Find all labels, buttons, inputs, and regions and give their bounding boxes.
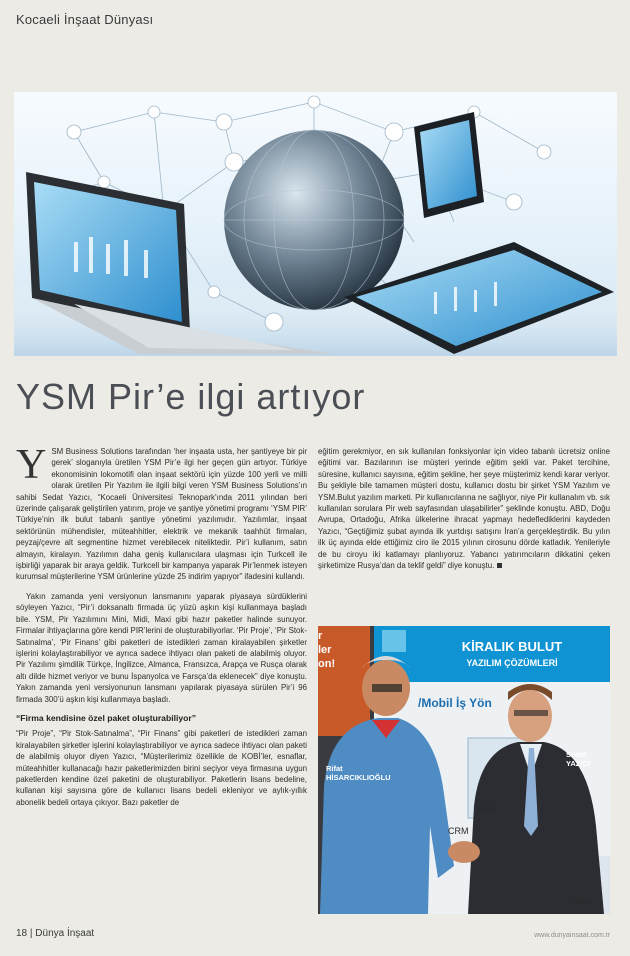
network-devices-illustration (14, 92, 617, 356)
banner-subtitle: YAZILIM ÇÖZÜMLERİ (466, 658, 558, 668)
caption-right-name: Sedat (566, 750, 587, 759)
page-number: 18 (16, 928, 28, 939)
running-head: Kocaeli İnşaat Dünyası (16, 12, 154, 27)
body-paragraph: Yakın zamanda yeni versiyonun lansmanını yaparak piyasaya sürdüklerini söyleyen Yazıcı, “Pir’i doksanaltı firmada üç yüzü aşkın kişi kullanmaya başladı bile. YSM, Pir Yazılımını Mini, Midi, Maxi gibi hazır paketler halinde sunuyor. Firmalar ihtiyaçlarına göre kendi PIR’lerini de oluşturabiliyorlar. ‘Pir Proje’, ‘Pir Stok-Satınalma’, ‘Pir Finans’ gibi paketleri de istedikleri zaman kiralayabilen şirketler işlerini kolaylaştırabiliyor ve ayrıca sadece ihtiyacı olan paketi de alabilmiş oluyor. Pir Yazılımı şimdilik Türkçe, İngilizce, Almanca, Fransızca, Arapça ve Rusça olarak altı dilde hizmet veriyor ve bunu İspanyolca ve Farsça’da eklenecek” diye konuştu. Yakın zamanda yeni versiyonunun lansmanı yapılarak piyasaya sürülen Pir’i 96 firmada 300’ü aşkın kişi kullanmaya başladı. (16, 591, 307, 704)
caption-left-name: Rifat (326, 764, 343, 773)
caption-right-surname: YAZICI (566, 759, 590, 768)
event-photo (318, 626, 610, 914)
banner-line: /Mobil İş Yön (418, 696, 492, 710)
subheading: “Firma kendisine özel paket oluşturabiliyor” (16, 712, 197, 723)
lead-paragraph (16, 446, 307, 583)
website-url[interactable]: www.dunyainsaat.com.tr (534, 932, 610, 939)
banner-title: KİRALIK BULUT (461, 639, 563, 654)
photo-scene (318, 626, 610, 914)
caption-left-surname: HİSARCIKLIOĞLU (326, 773, 391, 782)
screen-label-dahe: dahe (570, 896, 591, 906)
dropcap: Y (16, 446, 47, 488)
hero-illustration (14, 92, 617, 356)
article-column-left (16, 446, 307, 916)
end-mark-icon (497, 563, 502, 568)
body-paragraph-right-text: eğitim gerekmiyor, en sık kullanılan fonksiyonlar için video tabanlı ücretsiz online eğitimi var. Bazılarının ise müşteri yerinde eğitim şekli var. Paket tercihine, süresine, kullanıcı sayısına, eğitim şekline, her şeye müşterimiz kendi karar veriyor. Bu şekliyle bile tamamen müşteri dostu, kullanıcı dostu bir şirket YSM Yazılım ve YSM.Bulut yazılım marketi. Pir kullanıcılarına ne sağlıyor, niye Pir kullanalım vb. sık kullanılan sorulara Pir web sayfasından ulaşabilirler” şeklinde konuştu. ABD, Doğu Avrupa, Ortadoğu, Afrika ülkelerine ihracat yapmayı hedeflediklerini kaydeden Yazıcı, “Geçtiğimiz şubat ayında ilk yurtdışı satışını İran’a gerçekleştirdik. Bu yılın ilk üç ayında elde ettiğimiz ciro ile 2015 yılının cirosunu dörde katladık. Yenileriyle de bu ciroyu iki katlamayı planlıyoruz. Yabancı yatırımcıların dikkatini çeken şirketimize Rusya’dan da teklif geldi” diye konuştu. (318, 447, 610, 571)
article-title: YSM Pir’e ilgi artıyor (16, 376, 366, 417)
handshake (448, 841, 480, 863)
lead-paragraph-text: SM Business Solutions tarafından ‘her inşaata usta, her şantiyeye bir pir gerek’ sloganıyla üretilen YSM Pir’e ilgi her geçen gün artıyor. Türkiye ekonomisinin lokomotifi olan inşaat sektörü için yüzde 100 yerli ve milli olarak üretilen Pir Yazılım ile ilgili bilgi veren YSM Business Solutions’ın sahibi Sedat Yazıcı, “Kocaeli Üniversitesi Teknopark’ında 2011 yılından beri üzerinde çalışarak geliştirilen yatırım, proje ve şantiye yönetimi programı ‘YSM PIR’ Türkiye’nin ilk bulut tabanlı şantiye yönetimi yazılımıdır. Yazılımlar, inşaat sektörünün mühendisler, müteahhitler, elektrik ve mekanik taahhüt firmaları, peyzaj/çevre alt segmentine hizmet verebilecek niteliktedir. Pir’i kullanım, satın almayın, kiralayın. Yazılımın daha geniş kullanıcılara ulaşması için Turkcell ile işbirliği yaparak bir araya geldik. Turkcell bir kampanya yaparak Pir’lenmek isteyen kurumsal müşterilerine YSM ürünlerine yüzde 25 indirim yapıyor” ifadesini kullandı. (16, 447, 307, 582)
left-edge-text-1: r (318, 630, 323, 642)
screen-label-crm: CRM (448, 826, 469, 836)
screen-label-stok: Stok (478, 804, 497, 814)
body-paragraph-sub: “Pir Proje”, “Pir Stok-Satınalma”, “Pir Finans” gibi paketleri de istedikleri zaman kiralayabilen şirketler işlerini kolaylaştırabiliyor ve ayrıca sadece ihtiyacı olan paketi de alabilmiş oluyor diyen Yazıcı, “Müşterilerimiz özellikle de KOBİ’ler, esnaflar, müteahhitler kullanacağı hazır paketlerimizden birini seçiyor veya firmasına uygun paketlerden kendine özel paketini de oluşturabiliyor. Paketlerin lisans bedeline, kullanan kişi sayısına göre de kullanıcı lisans bedeli ekleniyor ve aylık-yıllık abonelik bedeli ortaya çıkıyor. Bazı paketler de (16, 729, 307, 807)
body-paragraph-right (318, 446, 610, 571)
banner-header (374, 626, 610, 682)
left-edge-text-2: ler (318, 644, 332, 656)
section-name: Dünya İnşaat (35, 928, 95, 939)
article-column-right (318, 446, 610, 616)
smartphone (414, 112, 484, 218)
left-edge-text-3: on! (318, 658, 336, 670)
folio: 18 | Dünya İnşaat (16, 928, 95, 939)
